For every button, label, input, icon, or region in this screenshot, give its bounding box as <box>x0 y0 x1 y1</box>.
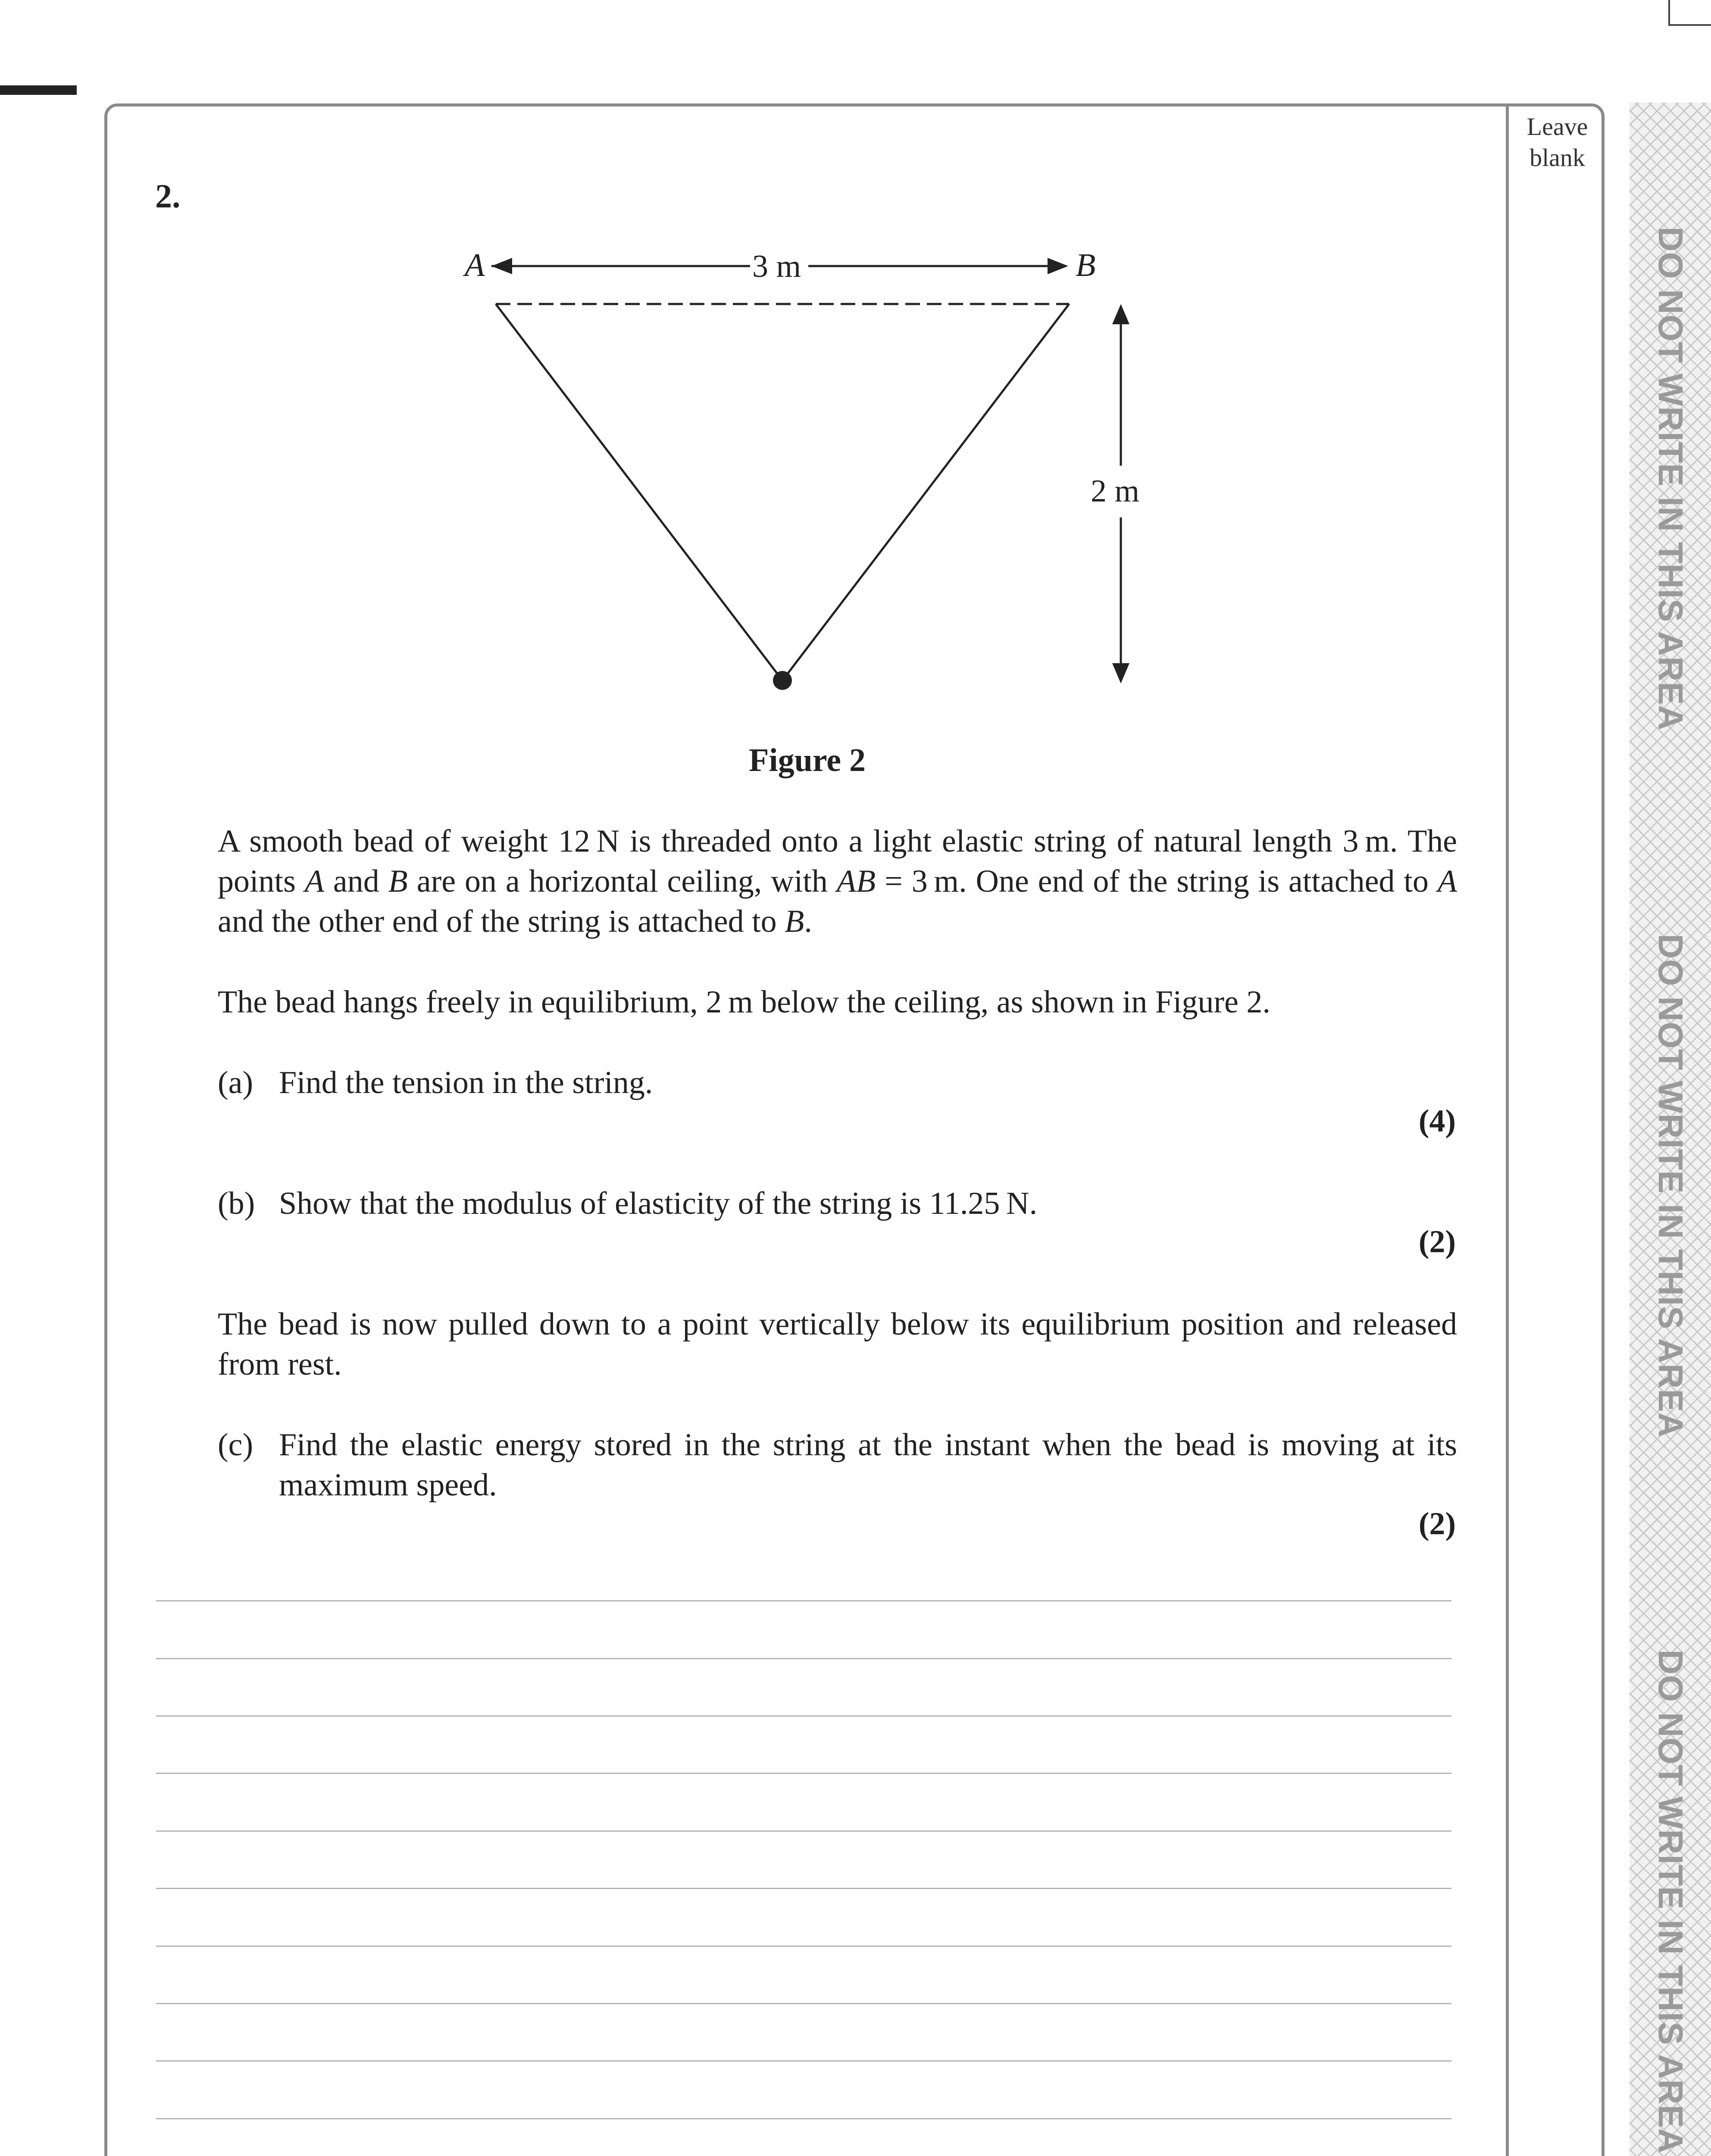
bead <box>773 671 792 690</box>
arrowhead-right <box>1048 258 1068 274</box>
part-c-text: Find the elastic energy stored in the string at the instant when the bead is moving at its maximum speed. <box>279 1427 1457 1503</box>
label-a: A <box>465 247 485 283</box>
arrowhead-down <box>1112 663 1129 683</box>
part-a-text: Find the tension in the string. <box>279 1065 653 1100</box>
figure-2-diagram <box>0 0 1711 733</box>
arrowhead-left <box>491 258 512 274</box>
arrowhead-up <box>1112 304 1129 324</box>
answer-line[interactable] <box>156 2003 1451 2004</box>
part-c-marks: (2) <box>1418 1506 1456 1542</box>
answer-line[interactable] <box>156 2118 1451 2119</box>
question-number: 2. <box>155 177 181 215</box>
answer-line[interactable] <box>156 1946 1451 1947</box>
string-left <box>496 304 782 680</box>
equilibrium-statement: The bead hangs freely in equilibrium, 2 m below the ceiling, as shown in Figure 2. <box>218 984 1270 1020</box>
figure-caption: Figure 2 <box>749 742 866 778</box>
label-b: B <box>1076 247 1096 283</box>
answer-line[interactable] <box>156 1830 1451 1832</box>
width-label: 3 m <box>752 249 801 284</box>
question-intro: A smooth bead of weight 12 N is threaded onto a light elastic string of natural length 3 m. The points A and B are on a horizontal ceiling, with AB = 3 m. One end of the string is attached to A and the other end of the string is attached to B. <box>218 824 1457 939</box>
pulled-down-statement: The bead is now pulled down to a point vertically below its equilibrium position and released from rest. <box>218 1307 1457 1382</box>
answer-line[interactable] <box>156 1773 1451 1774</box>
answer-line[interactable] <box>156 1600 1451 1601</box>
leave-blank-label: Leave blank <box>1526 113 1588 172</box>
answer-line[interactable] <box>156 1715 1451 1717</box>
string-right <box>782 304 1069 680</box>
part-a-label: (a) <box>218 1065 253 1100</box>
answer-line[interactable] <box>156 2060 1451 2062</box>
part-b-text: Show that the modulus of elasticity of the string is 11.25 N. <box>279 1186 1038 1221</box>
part-b-marks: (2) <box>1418 1224 1456 1260</box>
part-c-label: (c) <box>218 1427 253 1463</box>
answer-line[interactable] <box>156 1658 1451 1659</box>
part-a-marks: (4) <box>1418 1103 1456 1139</box>
part-b-label: (b) <box>218 1186 255 1221</box>
depth-label: 2 m <box>1091 473 1140 509</box>
answer-line[interactable] <box>156 1888 1451 1889</box>
